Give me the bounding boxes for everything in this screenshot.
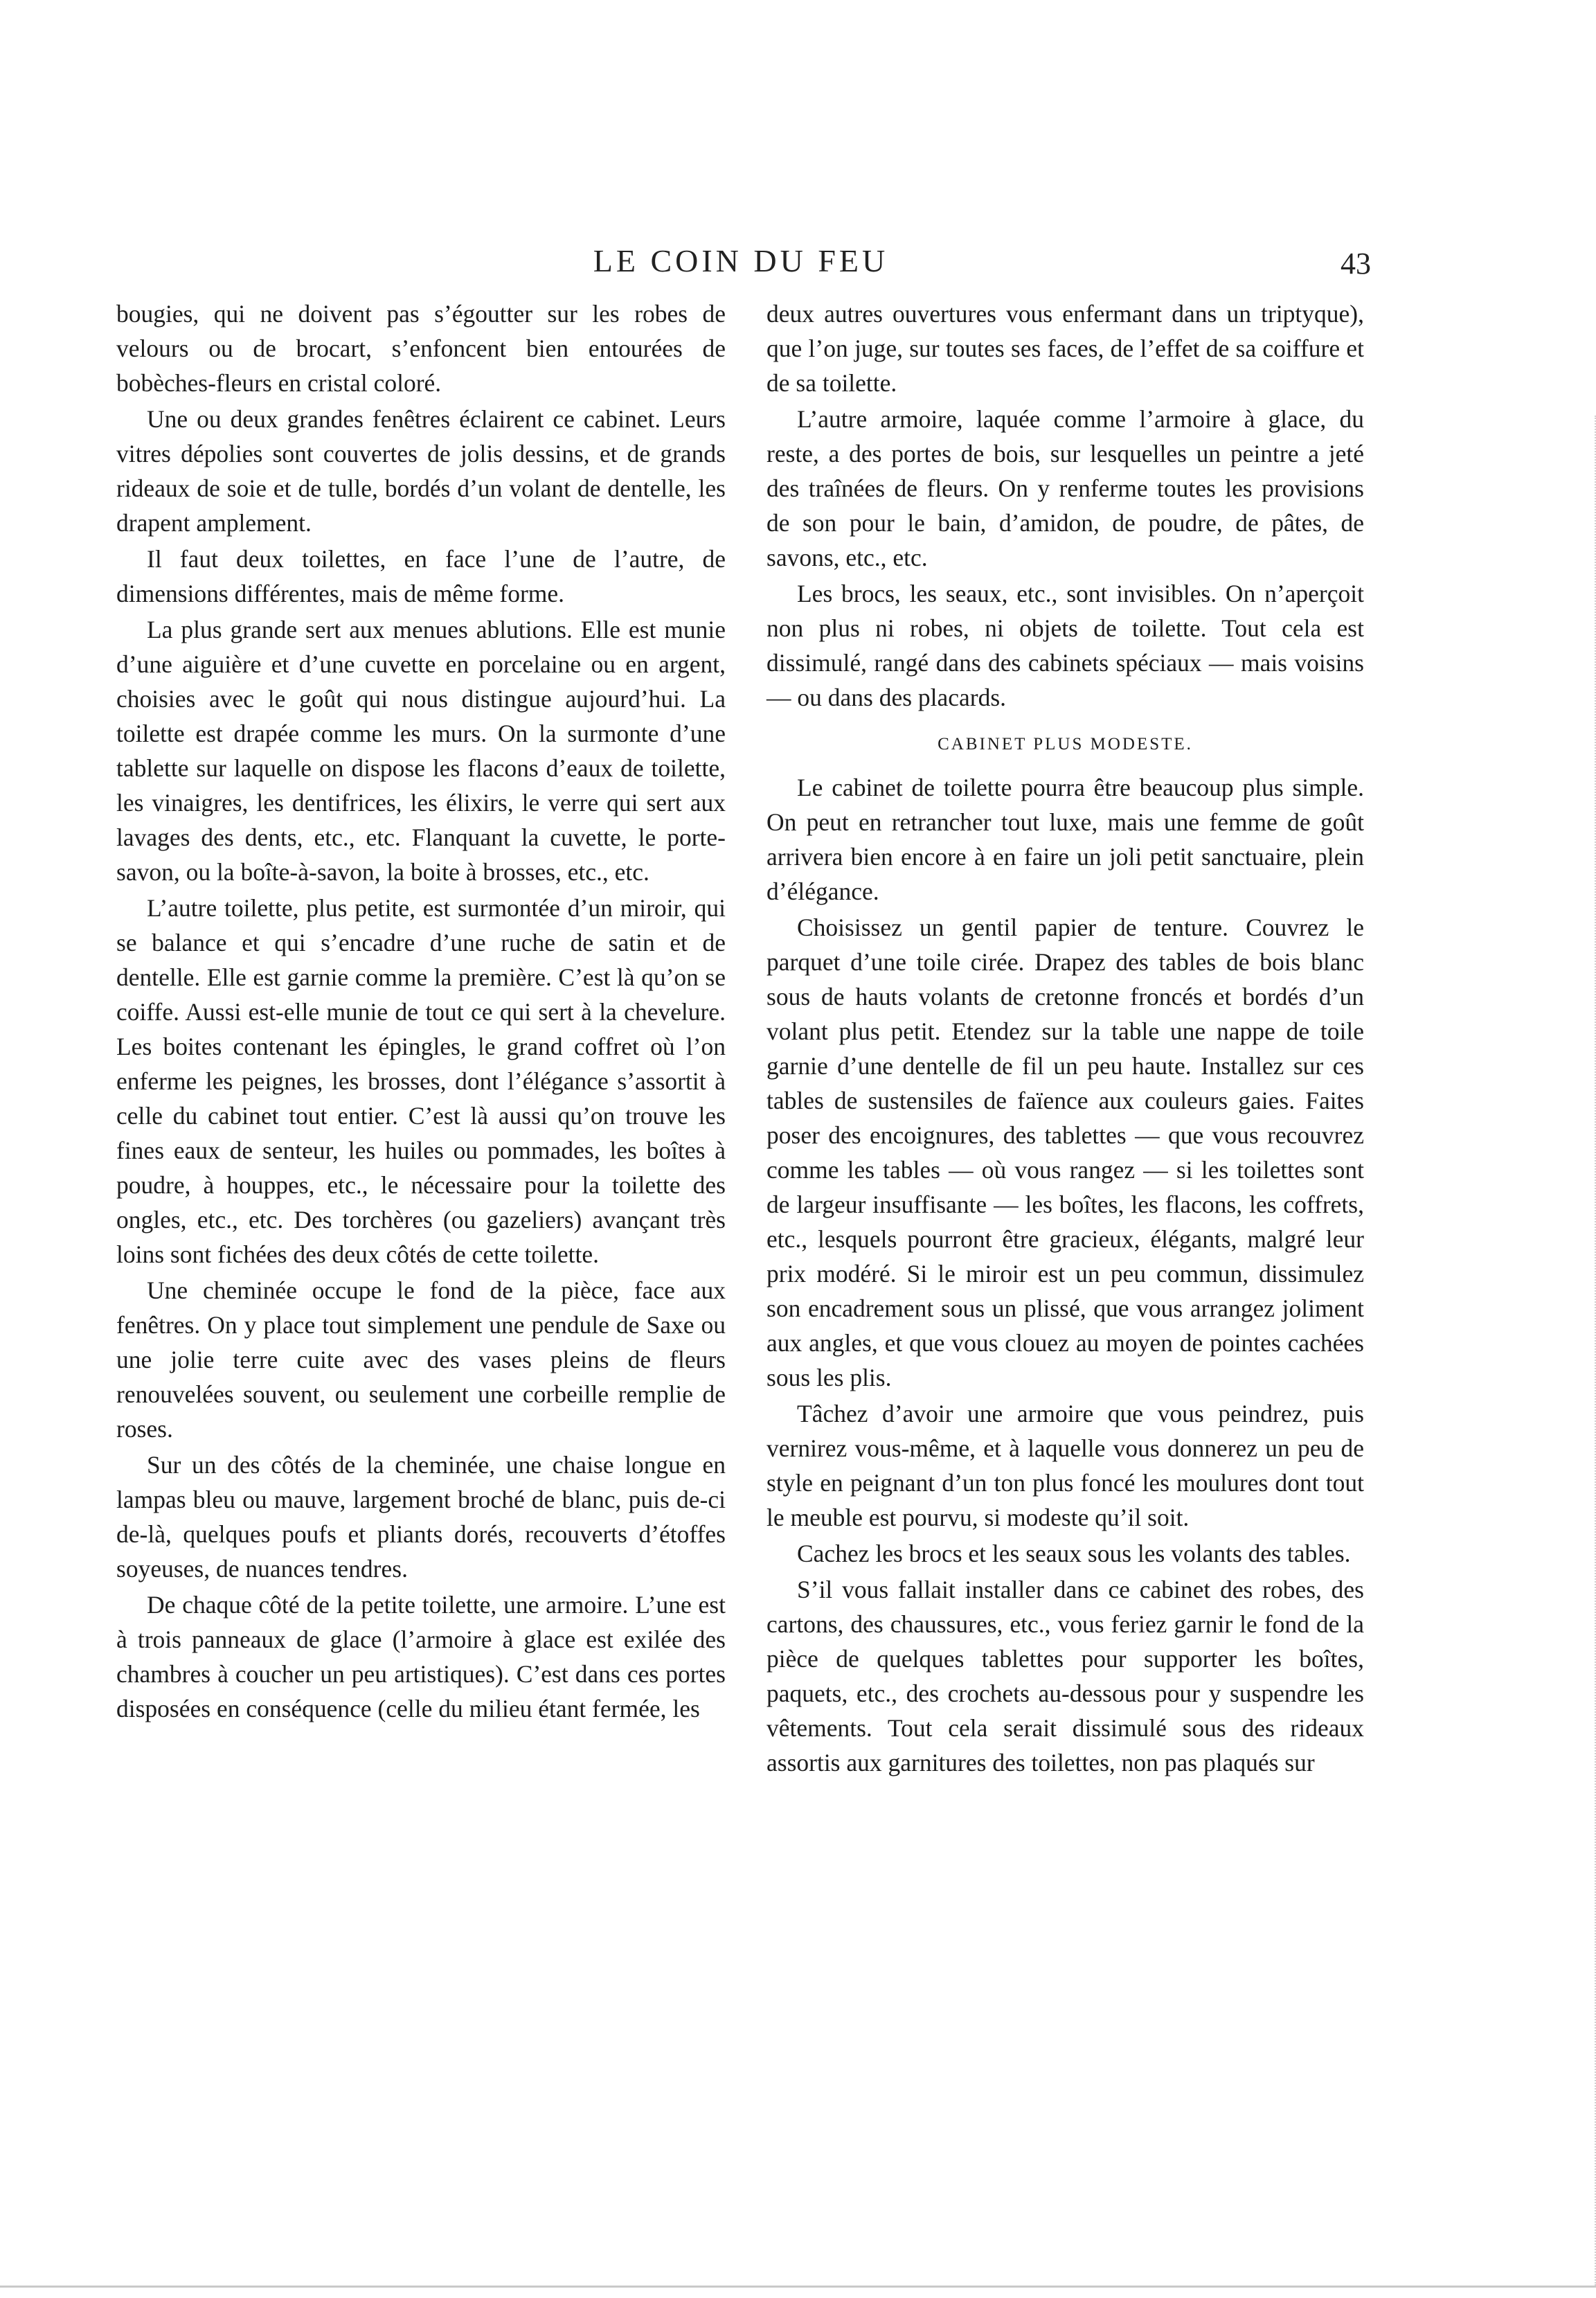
section-heading: CABINET PLUS MODESTE. xyxy=(938,735,1193,754)
paragraph: Sur un des côtés de la cheminée, une chaise longue en lampas bleu ou mauve, largement broché de blanc, puis de-ci de-là, quelques poufs et pliants dorés, recouverts d’étoffes soyeuses, de nuances tendres. xyxy=(116,1451,726,1583)
paragraph: Il faut deux toilettes, en face l’une de l’autre, de dimensions différentes, mais de même forme. xyxy=(116,545,726,607)
page-bottom-edge xyxy=(0,2286,1596,2288)
page-number: 43 xyxy=(1341,247,1371,280)
paragraph: Choisissez un gentil papier de tenture. Couvrez le parquet d’une toile cirée. Drapez des tables de bois blanc sous de hauts volants de cretonne froncés et bordés d’un volant plus petit. Etendez sur la table une nappe de toile garnie d’une dentelle de fil un peu haute. Installez sur ces tables de sustensiles de faïence aux couleurs gaies. Faites poser des encoignures, des tablettes — que vous recouvrez comme les tables — où vous rangez — si les toilettes sont de largeur insuffisante — les boîtes, les flacons, les coffrets, etc., lesquels pourront être gracieux, élégants, malgré leur prix modéré. Si le miroir est un peu commun, dissimulez son encadrement sous un plissé, que vous arrangez joliment aux angles, et que vous clouez au moyen de pointes cachées sous les plis. xyxy=(766,914,1364,1391)
paragraph: L’autre toilette, plus petite, est surmontée d’un miroir, qui se balance et qui s’encadre d’une ruche de satin et de dentelle. Elle est garnie comme la première. C’est là qu’on se coiffe. Aussi est-elle munie de tout ce qui sert à la chevelure. Les boites contenant les épingles, le grand coffret où l’on enferme les peignes, les brosses, dont l’élégance s’assortit à celle du cabinet tout entier. C’est là aussi qu’on trouve les fines eaux de senteur, les huiles ou pommades, les boîtes à poudre, à houppes, etc., le nécessaire pour la toilette des ongles, etc., etc. Des torchères (ou gazeliers) avançant très loins sont fichées des deux côtés de cette toilette. xyxy=(116,894,726,1268)
paragraph: Une cheminée occupe le fond de la pièce, face aux fenêtres. On y place tout simplement une pendule de Saxe ou une jolie terre cuite avec des vases pleins de fleurs renouvelées souvent, ou seulement une corbeille remplie de roses. xyxy=(116,1276,726,1443)
paragraph: Cachez les brocs et les seaux sous les volants des tables. xyxy=(797,1540,1351,1567)
page-edge-marks xyxy=(1590,416,1596,2286)
paragraph: De chaque côté de la petite toilette, une armoire. L’une est à trois panneaux de glace (l’armoire à glace est exilée des chambres à coucher un peu artistiques). C’est dans ces portes disposées en conséquence (celle du milieu étant fermée, les xyxy=(116,1591,726,1722)
paragraph: L’autre armoire, laquée comme l’armoire à glace, du reste, a des portes de bois, sur lesquelles un peintre a jeté des traînées de fleurs. On y renferme toutes les provisions de son pour le bain, d’amidon, de poudre, de pâtes, de savons, etc., etc. xyxy=(766,405,1364,571)
paragraph: deux autres ouvertures vous enfermant dans un triptyque), que l’on juge, sur toutes ses faces, de l’effet de sa coiffure et de sa toilette. xyxy=(766,300,1364,397)
paragraph: Tâchez d’avoir une armoire que vous peindrez, puis vernirez vous-même, et à laquelle vous donnerez un peu de style en peignant d’un ton plus foncé les moulures dont tout le meuble est pourvu, si modeste qu’il soit. xyxy=(766,1400,1364,1531)
paragraph: bougies, qui ne doivent pas s’égoutter sur les robes de velours ou de brocart, s’enfoncent bien entourées de bobèches-fleurs en cristal coloré. xyxy=(116,300,726,397)
paragraph: La plus grande sert aux menues ablutions. Elle est munie d’une aiguière et d’une cuvette en porcelaine ou en argent, choisies avec le goût qui nous distingue aujourd’hui. La toilette est drapée comme les murs. On la surmonte d’une tablette sur laquelle on dispose les flacons d’eaux de toilette, les vinaigres, les dentifrices, les élixirs, le verre qui sert aux lavages des dents, etc., etc. Flanquant la cuvette, le porte-savon, ou la boîte-à-savon, la boite à brosses, etc., etc. xyxy=(116,616,726,886)
running-title: LE COIN DU FEU xyxy=(593,243,889,278)
left-column xyxy=(116,296,726,1727)
paragraph: Le cabinet de toilette pourra être beaucoup plus simple. On peut en retrancher tout luxe, mais une femme de goût arrivera bien encore à en faire un joli petit sanctuaire, plein d’élégance. xyxy=(766,774,1364,905)
right-column xyxy=(766,296,1364,1781)
paragraph: Les brocs, les seaux, etc., sont invisibles. On n’aperçoit non plus ni robes, ni objets de toilette. Tout cela est dissimulé, rangé dans des cabinets spéciaux — mais voisins — ou dans des placards. xyxy=(766,580,1364,711)
paragraph: S’il vous fallait installer dans ce cabinet des robes, des cartons, des chaussures, etc., vous feriez garnir le fond de la pièce de quelques tablettes pour supporter les boîtes, paquets, etc., des crochets au-dessous pour y suspendre les vêtements. Tout cela serait dissimulé sous des rideaux assortis aux garnitures des toilettes, non pas plaqués sur xyxy=(766,1576,1364,1776)
paragraph: Une ou deux grandes fenêtres éclairent ce cabinet. Leurs vitres dépolies sont couvertes de jolis dessins, et de grands rideaux de soie et de tulle, bordés d’un volant de dentelle, les drapent amplement. xyxy=(116,405,726,537)
